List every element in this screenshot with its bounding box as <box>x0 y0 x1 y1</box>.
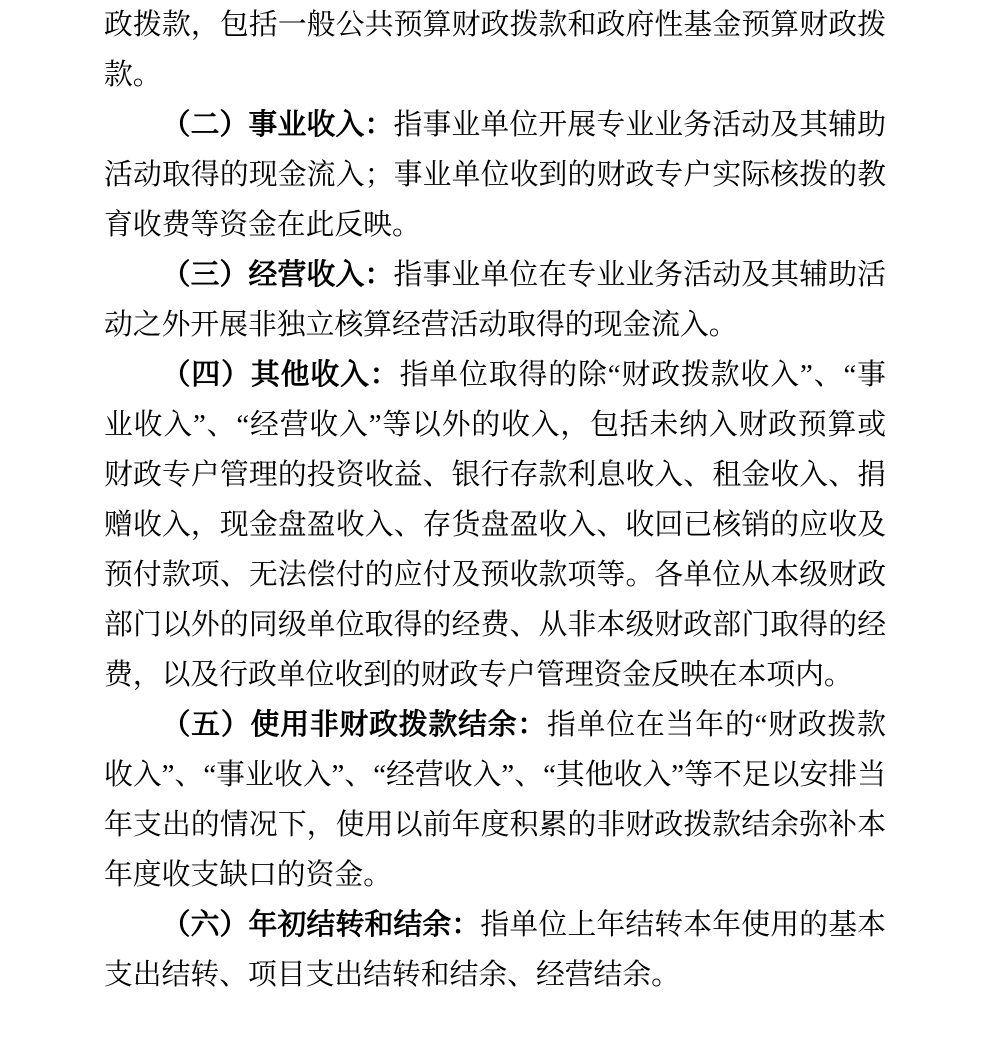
paragraph <box>104 900 886 1000</box>
paragraph <box>104 350 886 700</box>
paragraph <box>104 700 886 900</box>
paragraph <box>104 0 886 100</box>
paragraph-heading: （六）年初结转和结余： <box>161 909 481 941</box>
paragraph-text: 指单位上年结转本年使用的基本支出结转、项目支出结转和结余、经营结余。 <box>104 909 886 991</box>
paragraph <box>104 100 886 250</box>
paragraph-heading: （五）使用非财政拨款结余： <box>161 709 548 741</box>
paragraph-text: 政拨款，包括一般公共预算财政拨款和政府性基金预算财政拨款。 <box>104 9 886 91</box>
document-text-block <box>104 0 886 1000</box>
paragraph-heading: （二）事业收入： <box>161 109 394 141</box>
paragraph-text: 指事业单位在专业业务活动及其辅助活动之外开展非独立核算经营活动取得的现金流入。 <box>104 259 886 341</box>
paragraph-heading: （四）其他收入： <box>161 359 400 391</box>
paragraph-text: 指单位取得的除“财政拨款收入”、“事业收入”、“经营收入”等以外的收入，包括未纳入财政预算或财政专户管理的投资收益、银行存款利息收入、租金收入、捐赠收入，现金盘盈收入、存货盘盈收入、收回已核销的应收及预付款项、无法偿付的应付及预收款项等。各单位从本级财政部门以外的同级单位取得的经费、从非本级财政部门取得的经费，以及行政单位收到的财政专户管理资金反映在本项内。 <box>104 359 886 691</box>
paragraph-heading: （三）经营收入： <box>161 259 394 291</box>
paragraph <box>104 250 886 350</box>
paragraph-text: 指事业单位开展专业业务活动及其辅助活动取得的现金流入；事业单位收到的财政专户实际核拨的教育收费等资金在此反映。 <box>104 109 886 241</box>
paragraph-text: 指单位在当年的“财政拨款收入”、“事业收入”、“经营收入”、“其他收入”等不足以安排当年支出的情况下，使用以前年度积累的非财政拨款结余弥补本年度收支缺口的资金。 <box>104 709 886 891</box>
